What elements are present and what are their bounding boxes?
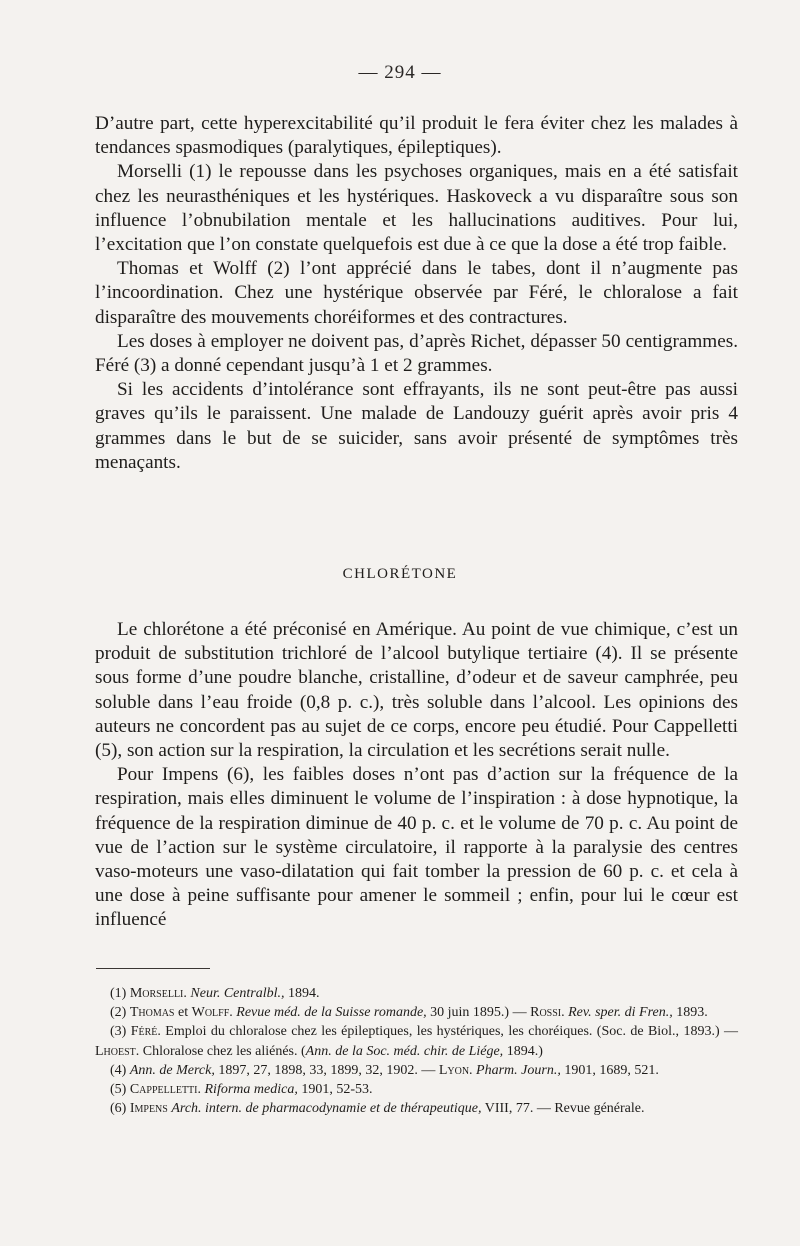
footnote-number: (2) [110, 1005, 130, 1021]
footnote-text: 30 juin 1895.) — [426, 1005, 531, 1021]
footnote-text: 1894.) [503, 1043, 543, 1059]
footnote-journal: Ann. de Merck, [129, 1062, 215, 1078]
footnote [95, 984, 738, 1003]
footnote-divider [96, 968, 210, 969]
footnote-text: 1897, 27, 1898, 33, 1899, 32, 1902. — [214, 1062, 439, 1078]
footnote-author: Féré. [130, 1024, 161, 1040]
footnote-journal: Neur. Centralbl., [190, 986, 285, 1001]
footnote-text: VIII, 77. — Revue générale. [481, 1101, 645, 1117]
footnote-text: 1901, 52-53. [297, 1082, 373, 1098]
footnote-journal: Revue méd. de la Suisse romande, [236, 1005, 427, 1021]
footnote-author: Rossi. [530, 1005, 565, 1021]
paragraph: Le chlorétone a été préconisé en Amérique. Au point de vue chimique, c’est un produit de substitution trichloré de l’alcool butylique tertiaire (4). Il se présente sous forme d’une poudre blanche, cristalline, d’odeur et de saveur camphrée, peu soluble dans l’eau froide (0,8 p. c.), très soluble dans l’alcool. Les opinions des auteurs ne concordent pas au sujet de ce corps, encore peu étudié. Pour Cappelletti (5), son action sur la respiration, la circulation et les secrétions serait nulle. [95, 619, 738, 762]
paragraph: D’autre part, cette hyperexcitabilité qu’il produit le fera éviter chez les malades à tendances spasmodiques (paralytiques, épileptiques). [95, 113, 738, 159]
footnote [95, 1003, 738, 1022]
footnote [95, 1080, 738, 1099]
footnote-journal: Ann. de la Soc. méd. chir. de Liége, [305, 1043, 504, 1059]
footnote-text: 1894. [284, 986, 320, 1001]
paragraph: Morselli (1) le repousse dans les psychoses organiques, mais en a été satisfait chez les neurasthéniques et les hystériques. Haskoveck a vu disparaître sous son influence l’obnubilation mentale et les hallucinations auditives. Pour lui, l’excitation que l’on constate quelquefois est due à ce que la dose a été trop faible. [95, 161, 738, 256]
footnote-number: (6) [110, 1101, 130, 1117]
footnote-journal: Riforma medica, [204, 1082, 298, 1098]
footnote-number: (3) [110, 1024, 131, 1040]
footnote-number: (5) [110, 1082, 130, 1098]
footnote-author: Cappelletti. [129, 1082, 201, 1098]
footnote-author: Impens [129, 1101, 168, 1117]
footnote-number: (4) [110, 1062, 130, 1078]
footnote-text: 1901, 1689, 521. [560, 1062, 659, 1078]
page-number: — 294 — [358, 62, 442, 83]
footnote-text: Emploi du chloralose chez les épileptiques, les hystériques, les choréiques. (Soc. de Biol., 1893.) — [160, 1024, 738, 1040]
footnote [95, 1022, 738, 1060]
paragraph: Si les accidents d’intolérance sont effrayants, ils ne sont peut-être pas aussi graves qu’ils le paraissent. Une malade de Landouzy guérit après avoir pris 4 grammes dans le but de se suicider, sans avoir présenté de symptômes très menaçants. [95, 379, 738, 473]
footnote [95, 1061, 738, 1080]
footnote-author: Lyon. [438, 1062, 473, 1078]
footnote [95, 1099, 738, 1118]
section-heading: CHLORÉTONE [342, 566, 458, 582]
footnote-journal: Arch. intern. de pharmacodynamie et de thérapeutique, [171, 1101, 482, 1117]
footnote-number: (1) [110, 986, 130, 1001]
footnote-journal: Rev. sper. di Fren., [568, 1005, 673, 1021]
footnotes [95, 984, 738, 1118]
body-text-upper [95, 112, 738, 475]
paragraph: Thomas et Wolff (2) l’ont apprécié dans le tabes, dont il n’augmente pas l’incoordination. Chez une hystérique observée par Féré, le chloralose a fait disparaître des mouvements choréiformes et des contractures. [95, 258, 738, 328]
footnote-author: Morselli. [129, 986, 187, 1001]
footnote-author: Lhoest. [95, 1043, 140, 1059]
footnote-text: Chloralose chez les aliénés. ( [139, 1043, 306, 1059]
paragraph: Les doses à employer ne doivent pas, d’après Richet, dépasser 50 centigrammes. Féré (3) a donné cependant jusqu’à 1 et 2 grammes. [95, 330, 738, 377]
body-text-lower [95, 618, 738, 933]
footnote-text: et [174, 1005, 192, 1021]
footnote-author: Wolff. [191, 1005, 233, 1021]
footnote-author: Thomas [129, 1005, 175, 1021]
paragraph: Pour Impens (6), les faibles doses n’ont pas d’action sur la fréquence de la respiration, mais elles diminuent le volume de l’inspiration : à dose hypnotique, la fréquence de la respiration diminue de 40 p. c. et le volume de 70 p. c. Au point de vue de l’action sur le système circulatoire, il rapporte à la paralysie des centres vaso-moteurs une vaso-dilatation qui fait tomber la pression de 60 p. c. et cela à une dose à peine suffisante pour amener le sommeil ; enfin, pour lui le cœur est influencé [95, 764, 738, 931]
footnote-text: 1893. [672, 1005, 708, 1021]
footnote-journal: Pharm. Journ., [476, 1062, 561, 1078]
